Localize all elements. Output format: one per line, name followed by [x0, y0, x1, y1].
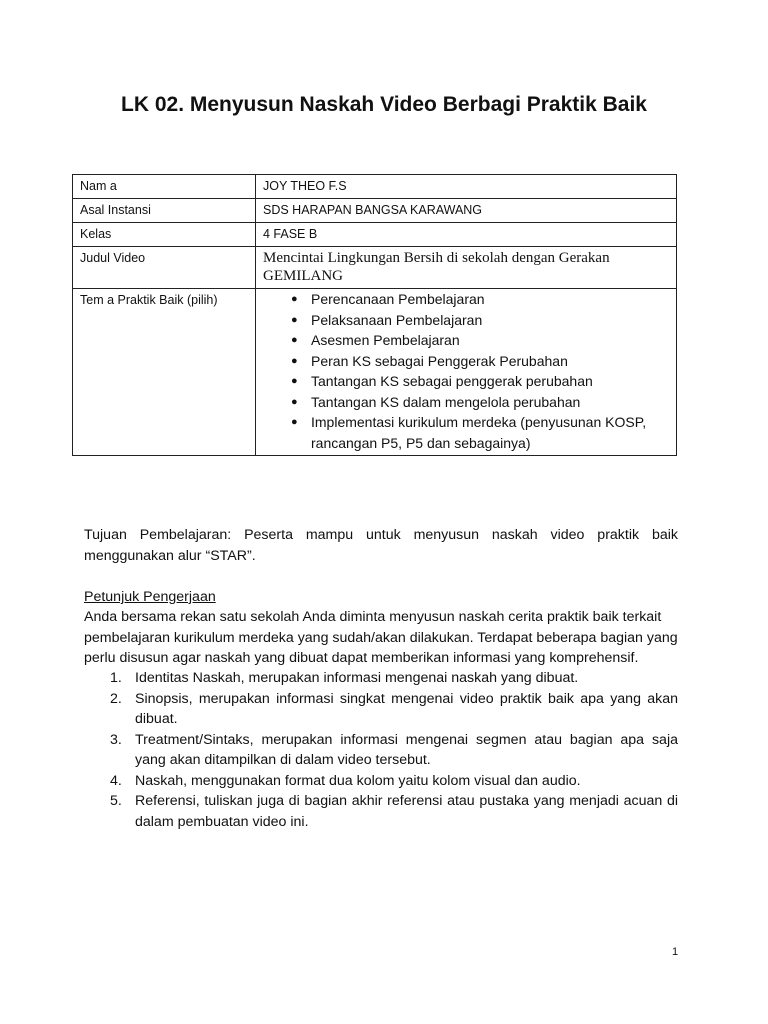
step-text: Sinopsis, merupakan informasi singkat mengenai video praktik baik apa yang akan dibuat. — [135, 690, 678, 727]
table-row — [73, 223, 677, 247]
step-text: Identitas Naskah, merupakan informasi mengenai naskah yang dibuat. — [135, 670, 579, 686]
tema-item: ● Perencanaan Pembelajaran — [291, 289, 669, 310]
step-text: Treatment/Sintaks, merupakan informasi mengenai segmen atau bagian apa saja yang akan ditampilkan di dalam video tersebut. — [135, 731, 678, 768]
row-label-tema: Tem a Praktik Baik (pilih) — [73, 289, 256, 456]
list-item — [84, 730, 678, 771]
row-label-nama: Nam a — [73, 175, 256, 199]
tema-item: ● Asesmen Pembelajaran — [291, 330, 669, 351]
steps-list — [84, 668, 678, 832]
table-row — [73, 199, 677, 223]
step-text: Naskah, menggunakan format dua kolom yaitu kolom visual dan audio. — [135, 772, 581, 789]
tema-item: ● Tantangan KS dalam mengelola perubahan — [291, 392, 669, 413]
step-number: 5. — [110, 793, 122, 809]
row-label-asal-instansi: Asal Instansi — [73, 199, 256, 223]
page-number: 1 — [672, 946, 679, 958]
table-row — [73, 247, 677, 289]
step-number: 1. — [110, 670, 122, 686]
row-value-judul-video: Mencintai Lingkungan Bersih di sekolah dengan Gerakan GEMILANG — [256, 247, 677, 289]
tema-item: ● Implementasi kurikulum merdeka (penyusunan KOSP, rancangan P5, P5 dan sebagainya) — [291, 412, 669, 453]
identity-table — [72, 174, 677, 456]
row-value-kelas: 4 FASE B — [256, 223, 677, 247]
page-title: LK 02. Menyusun Naskah Video Berbagi Praktik Baik — [121, 93, 647, 116]
tema-list — [263, 289, 669, 453]
table-row — [73, 289, 677, 456]
step-number: 4. — [110, 772, 122, 789]
tujuan-paragraph: Tujuan Pembelajaran: Peserta mampu untuk menyusun naskah video praktik baik menggunakan alur “STAR”. — [84, 527, 678, 564]
list-item — [84, 668, 678, 689]
list-item — [84, 791, 678, 832]
row-value-nama: JOY THEO F.S — [256, 175, 677, 199]
row-value-asal-instansi: SDS HARAPAN BANGSA KARAWANG — [256, 199, 677, 223]
tema-item: ● Peran KS sebagai Penggerak Perubahan — [291, 351, 669, 372]
step-number: 2. — [110, 690, 122, 707]
tema-item: ● Pelaksanaan Pembelajaran — [291, 310, 669, 331]
petunjuk-heading: Petunjuk Pengerjaan — [84, 589, 216, 605]
row-label-judul-video: Judul Video — [73, 247, 256, 289]
petunjuk-intro: Anda bersama rekan satu sekolah Anda diminta menyusun naskah cerita praktik baik terkait pembelajaran kurikulum merdeka yang sudah/akan dilakukan. Terdapat beberapa bagian yang perlu disusun agar naskah yang dibuat dapat memberikan informasi yang komprehensif. — [84, 609, 678, 666]
step-text: Referensi, tuliskan juga di bagian akhir referensi atau pustaka yang menjadi acuan di dalam pembuatan video ini. — [135, 793, 678, 830]
list-item — [84, 689, 678, 730]
list-item — [84, 771, 678, 792]
tema-item: ● Tantangan KS sebagai penggerak perubahan — [291, 371, 669, 392]
step-number: 3. — [110, 731, 122, 748]
row-label-kelas: Kelas — [73, 223, 256, 247]
row-value-tema — [256, 289, 677, 456]
table-row — [73, 175, 677, 199]
